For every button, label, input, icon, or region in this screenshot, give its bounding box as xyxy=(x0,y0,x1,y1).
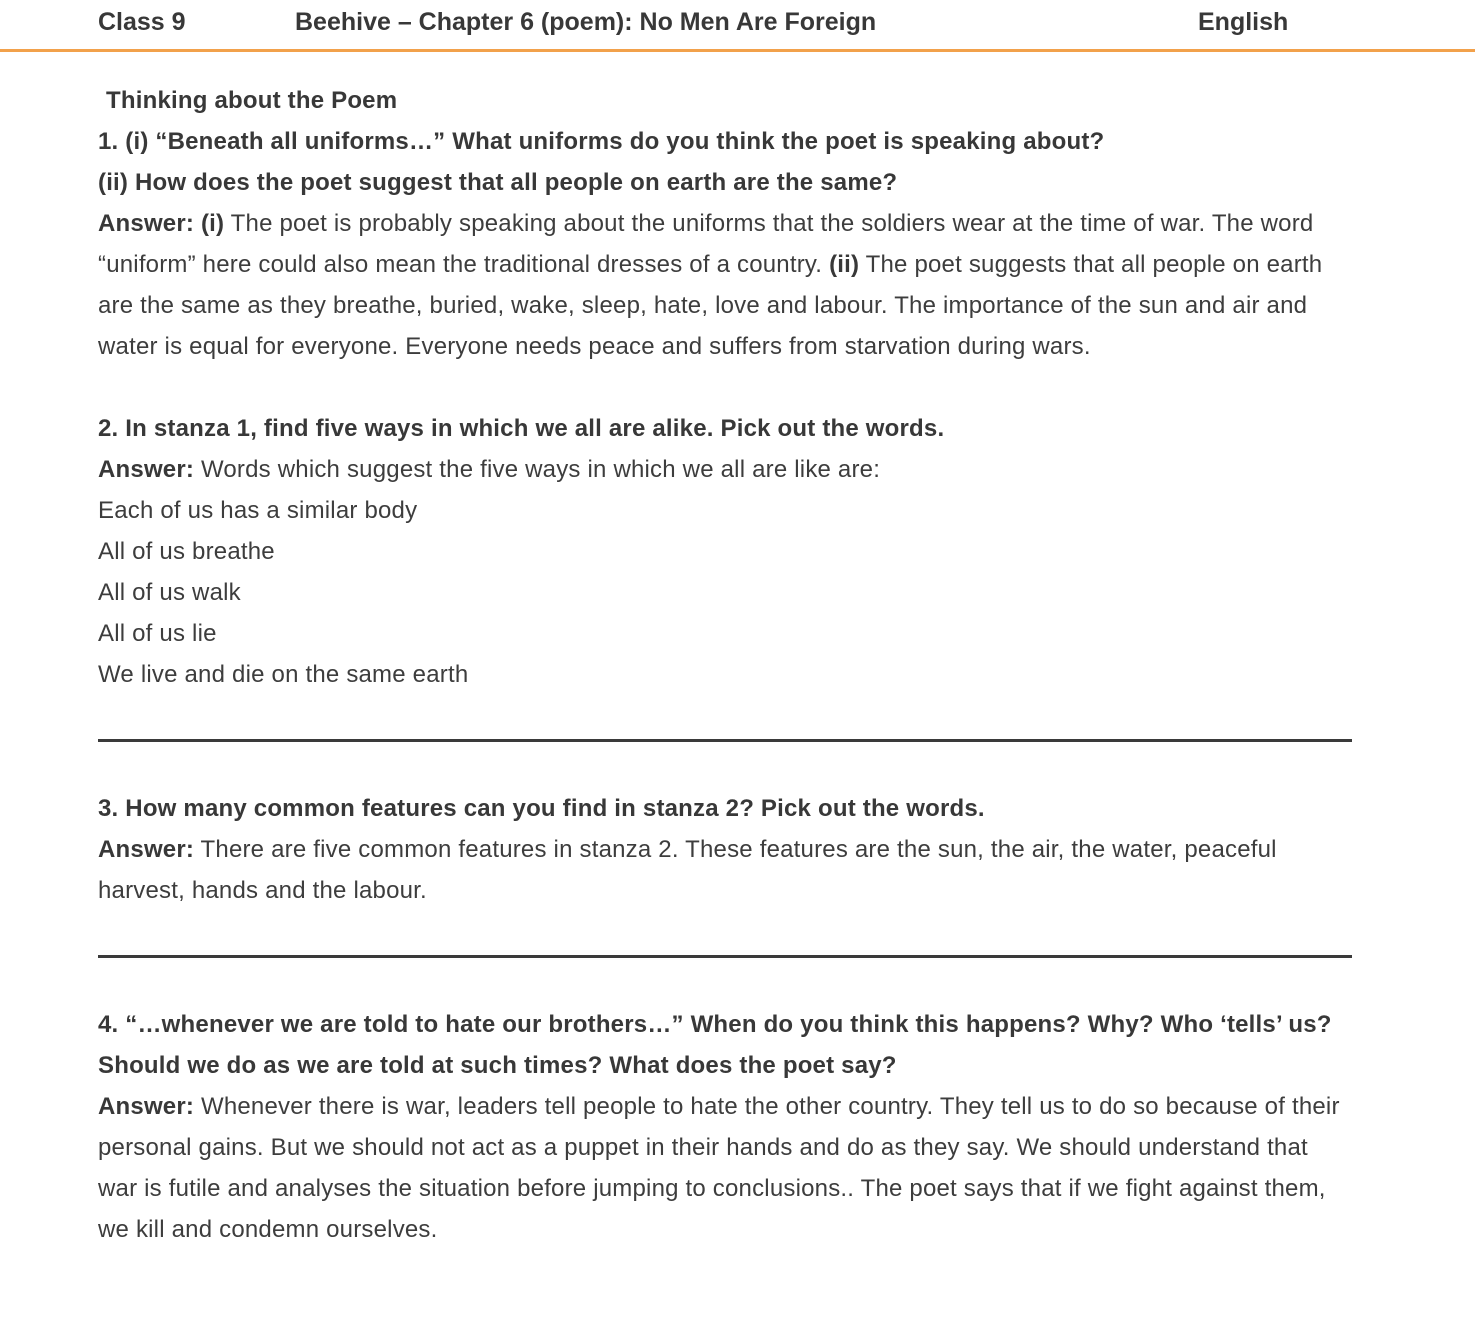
list-item: Each of us has a similar body xyxy=(98,497,418,524)
list-item: All of us breathe xyxy=(98,538,275,565)
answer-3 xyxy=(98,829,1352,911)
list-item: All of us walk xyxy=(98,579,241,606)
question-1 xyxy=(98,121,1352,203)
page-header xyxy=(0,0,1475,49)
question-3: 3. How many common features can you find in stanza 2? Pick out the words. xyxy=(98,795,985,822)
answer-1 xyxy=(98,203,1352,367)
question-2: 2. In stanza 1, find five ways in which we all are alike. Pick out the words. xyxy=(98,415,945,442)
answer-1-label: Answer: (i) xyxy=(98,210,225,237)
section-divider-1 xyxy=(98,739,1352,742)
header-chapter-title: Beehive – Chapter 6 (poem): No Men Are Foreign xyxy=(295,8,877,36)
answer-4 xyxy=(98,1086,1352,1250)
list-item: All of us lie xyxy=(98,620,217,647)
answer-3-text: There are five common features in stanza 2. These features are the sun, the air, the water, peaceful harvest, hands and the labour. xyxy=(98,836,1277,904)
document-body xyxy=(0,52,1475,1250)
answer-4-label: Answer: xyxy=(98,1093,195,1120)
answer-2 xyxy=(98,449,1352,490)
question-1-part-ii: (ii) How does the poet suggest that all people on earth are the same? xyxy=(98,169,898,196)
answer-4-text: Whenever there is war, leaders tell people to hate the other country. They tell us to do so because of their personal gains. But we should not act as a puppet in their hands and do as they say. We should understand that war is futile and analyses the situation before jumping to conclusions.. The poet says that if we fight against them, we kill and condemn ourselves. xyxy=(98,1093,1340,1243)
question-4: 4. “…whenever we are told to hate our brothers…” When do you think this happens? Why? Who ‘tells’ us? Should we do as we are told at such times? What does the poet say? xyxy=(98,1011,1332,1079)
section-divider-2 xyxy=(98,955,1352,958)
list-item: We live and die on the same earth xyxy=(98,661,469,688)
answer-2-label: Answer: xyxy=(98,456,195,483)
header-class-label: Class 9 xyxy=(98,8,186,36)
question-1-part-i: 1. (i) “Beneath all uniforms…” What uniforms do you think the poet is speaking about? xyxy=(98,128,1105,155)
answer-3-label: Answer: xyxy=(98,836,195,863)
answer-1-text-ii: The poet suggests that all people on earth are the same as they breathe, buried, wake, sleep, hate, love and labour. The importance of the sun and air and water is equal for everyone. Everyone needs peace and suffers from starvation during wars. xyxy=(98,251,1323,360)
answer-2-text: Words which suggest the five ways in which we all are like are: xyxy=(200,456,881,483)
header-subject-label: English xyxy=(1198,8,1289,36)
answer-1-label-ii: (ii) xyxy=(829,251,860,278)
answer-2-list xyxy=(98,490,1352,695)
section-title: Thinking about the Poem xyxy=(106,87,398,114)
answer-1-text-i: The poet is probably speaking about the uniforms that the soldiers wear at the time of war. The word “uniform” here could also mean the traditional dresses of a country. xyxy=(98,210,1314,278)
